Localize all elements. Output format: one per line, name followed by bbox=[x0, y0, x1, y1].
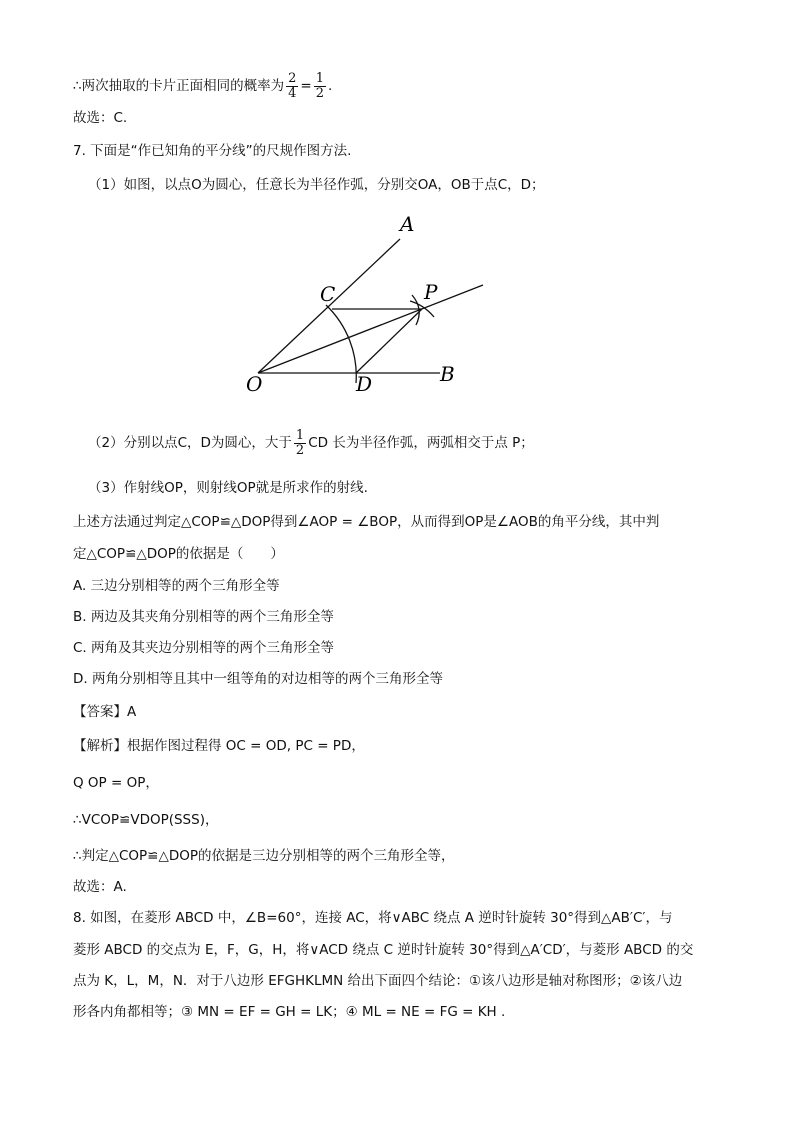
ray-oa bbox=[258, 239, 400, 373]
question-7-stem-1: 上述方法通过判定△COP≌△DOP得到∠AOP = ∠BOP，从而得到OP是∠AOB的角平分线，其中判 bbox=[73, 514, 660, 530]
step-1: （1）如图，以点O为圆心，任意长为半径作弧，分别交OA，OB于点C，D； bbox=[88, 177, 545, 193]
question-7-stem-2: 定△COP≌△DOP的依据是（ ） bbox=[73, 546, 284, 562]
angle-bisector-figure bbox=[240, 205, 500, 400]
label-d: D bbox=[356, 372, 373, 396]
step-3: （3）作射线OP，则射线OP就是所求作的射线. bbox=[88, 480, 368, 496]
step-2-text-end: CD 长为半径作弧，两弧相交于点 P； bbox=[308, 435, 534, 451]
question-8-line-1: 8. 如图，在菱形 ABCD 中，∠B=60°，连接 AC，将∨ABC 绕点 A 逆时针旋转 30°得到△AB′C′，与 bbox=[73, 910, 673, 926]
fraction-2-4 bbox=[286, 72, 298, 101]
fraction-numerator: 2 bbox=[288, 70, 297, 86]
label-o: O bbox=[246, 372, 263, 396]
fraction-numerator: 1 bbox=[295, 427, 305, 443]
probability-line bbox=[73, 66, 332, 106]
question-8-line-3: 点为 K，L，M，N．对于八边形 EFGHKLMN 给出下面四个结论：①该八边形是轴对称图形；②该八边 bbox=[73, 973, 683, 989]
option-b: B. 两边及其夹角分别相等的两个三角形全等 bbox=[73, 609, 334, 625]
label-b: B bbox=[440, 362, 455, 386]
answer-line: 【答案】A bbox=[73, 704, 137, 720]
label-a: A bbox=[400, 212, 415, 236]
choice-line-c: 故选：C. bbox=[73, 110, 128, 126]
step-2-text: （2）分别以点C，D为圆心，大于 bbox=[88, 435, 292, 451]
analysis-line-2: Q OP = OP， bbox=[73, 775, 159, 791]
option-a: A. 三边分别相等的两个三角形全等 bbox=[73, 578, 280, 594]
analysis-line-4: ∴判定△COP≌△DOP的依据是三边分别相等的两个三角形全等， bbox=[73, 848, 455, 864]
probability-text: ∴两次抽取的卡片正面相同的概率为 bbox=[73, 78, 285, 94]
fraction-denominator: 2 bbox=[315, 85, 324, 101]
fraction-1-2 bbox=[314, 72, 326, 101]
equals-sign: = bbox=[300, 78, 312, 94]
period: . bbox=[327, 78, 333, 94]
question-8-line-2: 菱形 ABCD 的交点为 E，F，G，H，将∨ACD 绕点 C 逆时针旋转 30°得到△A′CD′，与菱形 ABCD 的交 bbox=[73, 942, 694, 958]
analysis-line-3: ∴VCOP≌VDOP(SSS)， bbox=[73, 812, 219, 828]
option-d: D. 两角分别相等且其中一组等角的对边相等的两个三角形全等 bbox=[73, 671, 443, 687]
fraction-1-2-cd bbox=[294, 429, 306, 458]
analysis-line-1: 【解析】根据作图过程得 OC = OD, PC = PD， bbox=[73, 738, 365, 754]
fraction-denominator: 2 bbox=[295, 442, 305, 458]
fraction-numerator: 1 bbox=[315, 70, 324, 86]
step-2 bbox=[88, 423, 534, 463]
question-7-title: 7. 下面是“作已知角的平分线”的尺规作图方法. bbox=[73, 143, 352, 159]
segment-dp bbox=[356, 309, 422, 373]
label-c: C bbox=[320, 282, 336, 306]
fraction-denominator: 4 bbox=[288, 85, 297, 101]
question-8-line-4: 形各内角都相等；③ MN = EF = GH = LK；④ ML = NE = FG = KH . bbox=[73, 1004, 506, 1020]
label-p: P bbox=[424, 280, 438, 304]
option-c: C. 两角及其夹边分别相等的两个三角形全等 bbox=[73, 640, 335, 656]
analysis-line-5: 故选：A. bbox=[73, 879, 127, 895]
